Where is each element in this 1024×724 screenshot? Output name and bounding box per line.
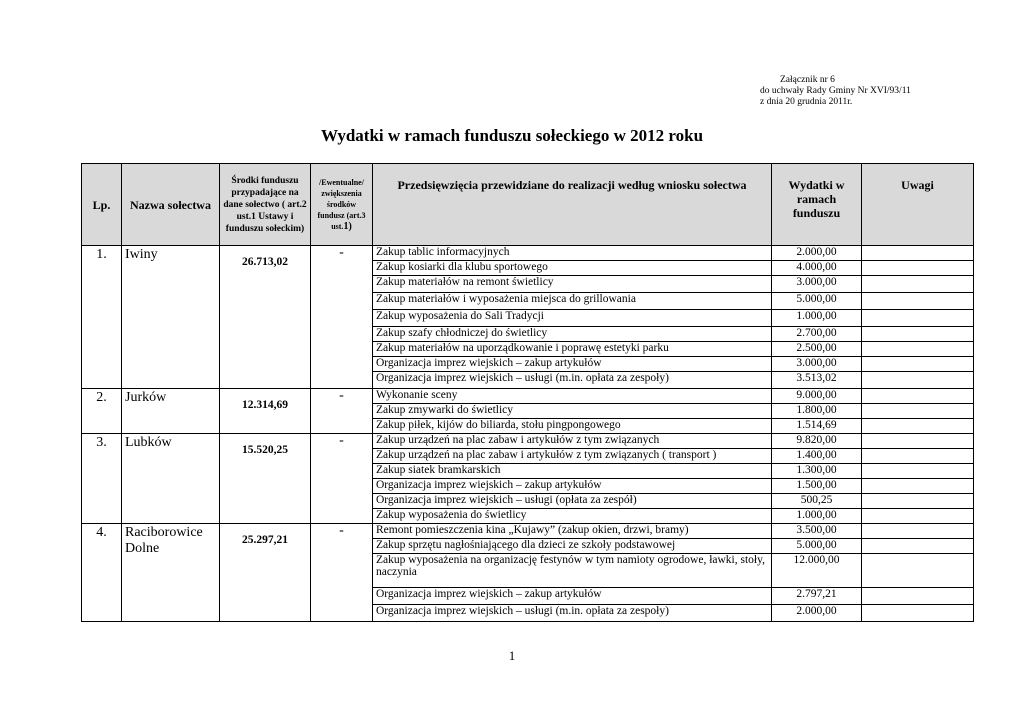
notes-cell [862, 434, 974, 449]
expense-amount: 1.000,00 [772, 310, 862, 327]
project-description: Organizacja imprez wiejskich – zakup artykułów [373, 479, 772, 494]
expense-amount: 1.500,00 [772, 479, 862, 494]
column-header-extra-text: /Ewentualne/ zwiększenia środków fundusz (art.3 ust. [317, 178, 366, 231]
notes-cell [862, 588, 974, 605]
funds-increase: - [311, 389, 373, 434]
expense-amount: 3.513,02 [772, 372, 862, 389]
notes-cell [862, 246, 974, 261]
column-header-extra [311, 164, 373, 246]
project-description: Zakup urządzeń na plac zabaw i artykułów z tym związanych ( transport ) [373, 449, 772, 464]
village-funds [220, 434, 311, 524]
annex-date: z dnia 20 grudnia 2011r. [760, 97, 853, 107]
notes-cell [862, 605, 974, 622]
row-number: 2. [82, 389, 122, 434]
notes-cell [862, 404, 974, 419]
annex-note [760, 75, 980, 108]
project-description: Zakup materiałów i wyposażenia miejsca do grillowania [373, 293, 772, 310]
funds-increase: - [311, 246, 373, 389]
expense-amount: 5.000,00 [772, 539, 862, 554]
notes-cell [862, 372, 974, 389]
column-header-notes: Uwagi [862, 164, 974, 246]
table-row [82, 389, 974, 404]
project-description: Zakup wyposażenia do Sali Tradycji [373, 310, 772, 327]
project-description: Zakup siatek bramkarskich [373, 464, 772, 479]
funds-value: 15.520,25 [242, 444, 288, 456]
row-number: 4. [82, 524, 122, 622]
project-description: Zakup materiałów na remont świetlicy [373, 276, 772, 293]
village-funds [220, 389, 311, 434]
expense-amount: 2.000,00 [772, 605, 862, 622]
table-header-row [82, 164, 974, 246]
notes-cell [862, 310, 974, 327]
expense-amount: 500,25 [772, 494, 862, 509]
notes-cell [862, 357, 974, 372]
annex-number: Załącznik nr 6 [780, 75, 835, 85]
expense-amount: 4.000,00 [772, 261, 862, 276]
document-title: Wydatki w ramach funduszu sołeckiego w 2012 roku [320, 126, 704, 145]
expense-table [81, 163, 974, 622]
notes-cell [862, 464, 974, 479]
notes-cell [862, 342, 974, 357]
expense-amount: 5.000,00 [772, 293, 862, 310]
funds-value: 26.713,02 [242, 256, 288, 268]
project-description: Zakup piłek, kijów do biliarda, stołu pingpongowego [373, 419, 772, 434]
project-description: Zakup zmywarki do świetlicy [373, 404, 772, 419]
expense-amount: 1.800,00 [772, 404, 862, 419]
table-row [82, 246, 974, 261]
project-description: Organizacja imprez wiejskich – usługi (m.in. opłata za zespoły) [373, 372, 772, 389]
project-description: Zakup wyposażenia do świetlicy [373, 509, 772, 524]
funds-increase: - [311, 524, 373, 622]
village-name: Jurków [122, 389, 220, 434]
notes-cell [862, 449, 974, 464]
column-header-extra-sup: 1 [343, 221, 349, 232]
page-number: 1 [508, 648, 516, 663]
expense-amount: 1.300,00 [772, 464, 862, 479]
project-description: Wykonanie sceny [373, 389, 772, 404]
notes-cell [862, 327, 974, 342]
funds-increase: - [311, 434, 373, 524]
village-name: Raciborowice Dolne [122, 524, 220, 622]
notes-cell [862, 554, 974, 588]
column-header-extra-end: ) [348, 221, 352, 232]
notes-cell [862, 494, 974, 509]
expense-amount: 2.700,00 [772, 327, 862, 342]
notes-cell [862, 524, 974, 539]
village-name: Iwiny [122, 246, 220, 389]
expense-amount: 1.000,00 [772, 509, 862, 524]
project-description: Organizacja imprez wiejskich – zakup artykułów [373, 588, 772, 605]
project-description: Zakup szafy chłodniczej do świetlicy [373, 327, 772, 342]
project-description: Organizacja imprez wiejskich – zakup artykułów [373, 357, 772, 372]
expense-amount: 2.797,21 [772, 588, 862, 605]
column-header-amount: Wydatki w ramach funduszu [772, 164, 862, 246]
expense-amount: 1.400,00 [772, 449, 862, 464]
expense-amount: 2.500,00 [772, 342, 862, 357]
notes-cell [862, 261, 974, 276]
column-header-project: Przedsięwzięcia przewidziane do realizacji według wniosku sołectwa [373, 164, 772, 246]
column-header-lp: Lp. [82, 164, 122, 246]
village-funds [220, 524, 311, 622]
project-description: Organizacja imprez wiejskich – usługi (opłata za zespół) [373, 494, 772, 509]
notes-cell [862, 389, 974, 404]
notes-cell [862, 419, 974, 434]
village-name: Lubków [122, 434, 220, 524]
project-description: Zakup wyposażenia na organizację festynów w tym namioty ogrodowe, ławki, stoły, naczynia [373, 554, 772, 588]
expense-amount: 3.500,00 [772, 524, 862, 539]
table-body [82, 246, 974, 622]
expense-amount: 3.000,00 [772, 276, 862, 293]
notes-cell [862, 276, 974, 293]
column-header-funds: Środki funduszu przypadające na dane sołectwo ( art.2 ust.1 Ustawy i funduszu sołeckim) [220, 164, 311, 246]
project-description: Zakup materiałów na uporządkowanie i poprawę estetyki parku [373, 342, 772, 357]
column-header-name: Nazwa sołectwa [122, 164, 220, 246]
funds-value: 12.314,69 [242, 399, 288, 411]
notes-cell [862, 479, 974, 494]
row-number: 3. [82, 434, 122, 524]
notes-cell [862, 509, 974, 524]
project-description: Zakup urządzeń na plac zabaw i artykułów z tym związanych [373, 434, 772, 449]
village-funds [220, 246, 311, 389]
expense-amount: 12.000,00 [772, 554, 862, 588]
row-number: 1. [82, 246, 122, 389]
project-description: Zakup sprzętu nagłośniającego dla dzieci ze szkoły podstawowej [373, 539, 772, 554]
expense-amount: 9.820,00 [772, 434, 862, 449]
expense-amount: 2.000,00 [772, 246, 862, 261]
notes-cell [862, 293, 974, 310]
table-row [82, 524, 974, 539]
funds-value: 25.297,21 [242, 534, 288, 546]
project-description: Remont pomieszczenia kina „Kujawy” (zakup okien, drzwi, bramy) [373, 524, 772, 539]
expense-amount: 9.000,00 [772, 389, 862, 404]
project-description: Zakup tablic informacyjnych [373, 246, 772, 261]
annex-resolution: do uchwały Rady Gminy Nr XVI/93/11 [760, 86, 911, 96]
expense-amount: 1.514,69 [772, 419, 862, 434]
project-description: Organizacja imprez wiejskich – usługi (m.in. opłata za zespoły) [373, 605, 772, 622]
notes-cell [862, 539, 974, 554]
table-row [82, 434, 974, 449]
expense-amount: 3.000,00 [772, 357, 862, 372]
project-description: Zakup kosiarki dla klubu sportowego [373, 261, 772, 276]
